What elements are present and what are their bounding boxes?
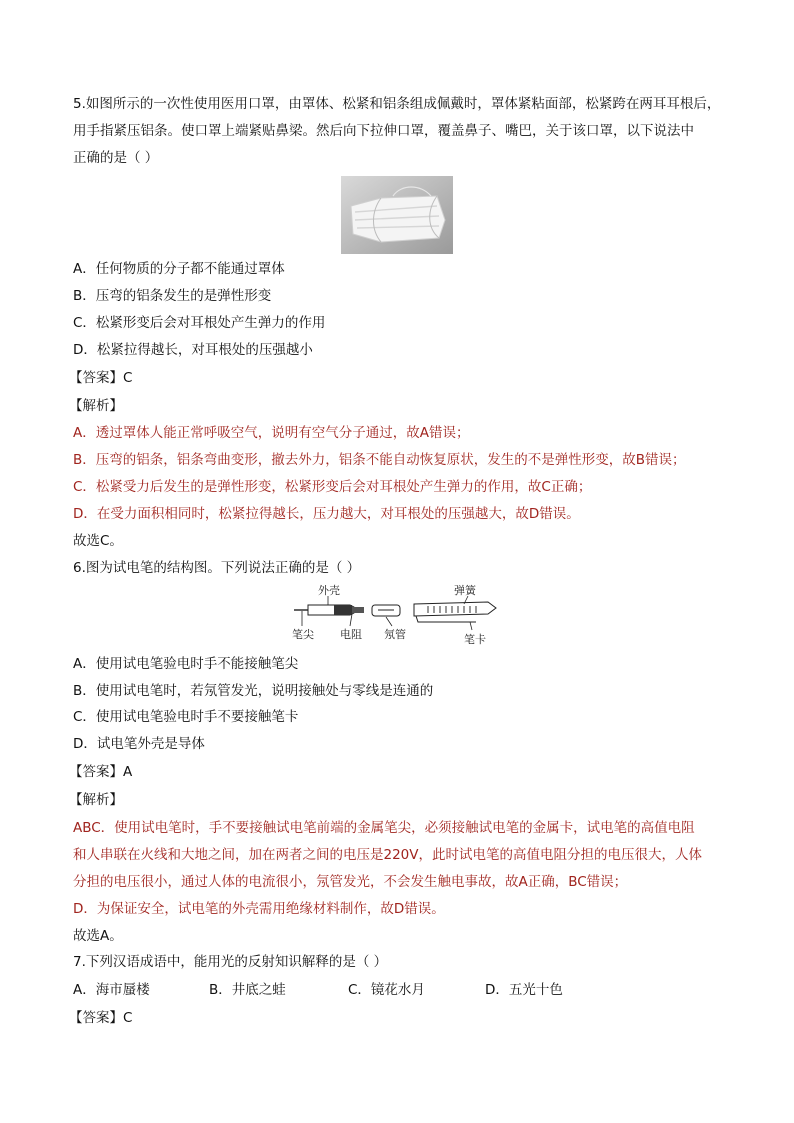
q7-option-c: C．镜花水月 — [348, 982, 425, 998]
q5-option-c: C．松紧形变后会对耳根处产生弹力的作用 — [73, 315, 326, 331]
label-clip: 笔卡 — [464, 633, 486, 646]
q6-conclusion: 故选A。 — [73, 928, 123, 944]
q6-option-c: C．使用试电笔验电时手不要接触笔卡 — [73, 709, 299, 725]
q5-conclusion: 故选C。 — [73, 533, 123, 549]
q7-option-b: B．井底之蛙 — [209, 982, 286, 998]
q6-option-d: D．试电笔外壳是导体 — [73, 736, 205, 752]
q5-analysis-line-4: D．在受力面积相同时，松紧拉得越长，压力越大，对耳根处的压强越大，故D错误。 — [73, 506, 580, 522]
q7-answer: 【答案】C — [69, 1010, 133, 1026]
test-pen-diagram — [288, 582, 504, 648]
q6-analysis-line-1: ABC．使用试电笔时，手不要接触试电笔前端的金属笔尖，必须接触试电笔的金属卡，试电笔的高值电阻 — [73, 820, 695, 836]
q7-option-a: A．海市蜃楼 — [73, 982, 150, 998]
q5-analysis-line-2: B．压弯的铝条，铝条弯曲变形，撤去外力，铝条不能自动恢复原状，发生的不是弹性形变，故B错误； — [73, 452, 686, 468]
q5-answer: 【答案】C — [69, 370, 133, 386]
label-spring: 弹簧 — [454, 584, 476, 597]
q5-stem-line-2: 用手指紧压铝条。使口罩上端紧贴鼻梁。然后向下拉伸口罩，覆盖鼻子、嘴巴，关于该口罩，以下说法中 — [73, 123, 694, 139]
label-tip: 笔尖 — [292, 628, 314, 641]
q6-analysis-line-2: 和人串联在火线和大地之间，加在两者之间的电压是220V，此时试电笔的高值电阻分担的电压很大，人体 — [73, 847, 703, 863]
q5-analysis-line-1: A．透过罩体人能正常呼吸空气，说明有空气分子通过，故A错误； — [73, 425, 470, 441]
q5-analysis-line-3: C．松紧受力后发生的是弹性形变，松紧形变后会对耳根处产生弹力的作用，故C正确； — [73, 479, 592, 495]
q6-analysis-line-3: 分担的电压很小，通过人体的电流很小，氖管发光，不会发生触电事故，故A正确，BC错误； — [73, 874, 628, 890]
q6-option-a: A．使用试电笔验电时手不能接触笔尖 — [73, 656, 299, 672]
label-neon-tube: 氖管 — [384, 628, 406, 641]
q7-option-d: D．五光十色 — [485, 982, 563, 998]
label-resistor: 电阻 — [340, 628, 362, 641]
q6-analysis-label: 【解析】 — [69, 792, 123, 808]
q6-answer: 【答案】A — [69, 764, 133, 780]
q6-stem: 6.图为试电笔的结构图。下列说法正确的是（ ） — [73, 560, 361, 576]
q5-option-b: B．压弯的铝条发生的是弹性形变 — [73, 288, 272, 304]
q5-option-a: A．任何物质的分子都不能通过罩体 — [73, 261, 285, 277]
q5-option-d: D．松紧拉得越长，对耳根处的压强越小 — [73, 342, 313, 358]
q5-analysis-label: 【解析】 — [69, 398, 123, 414]
q5-stem-line-1: 5.如图所示的一次性使用医用口罩，由罩体、松紧和铝条组成佩戴时，罩体紧粘面部，松紧跨在两耳耳根后， — [73, 96, 721, 112]
q7-stem: 7.下列汉语成语中，能用光的反射知识解释的是（ ） — [73, 954, 388, 970]
q6-analysis-line-4: D．为保证安全，试电笔的外壳需用绝缘材料制作，故D错误。 — [73, 901, 445, 917]
q5-stem-line-3: 正确的是（ ） — [73, 150, 159, 166]
label-shell: 外壳 — [318, 584, 340, 597]
q6-option-b: B．使用试电笔时，若氖管发光，说明接触处与零线是连通的 — [73, 683, 434, 699]
face-mask-image — [341, 176, 453, 254]
